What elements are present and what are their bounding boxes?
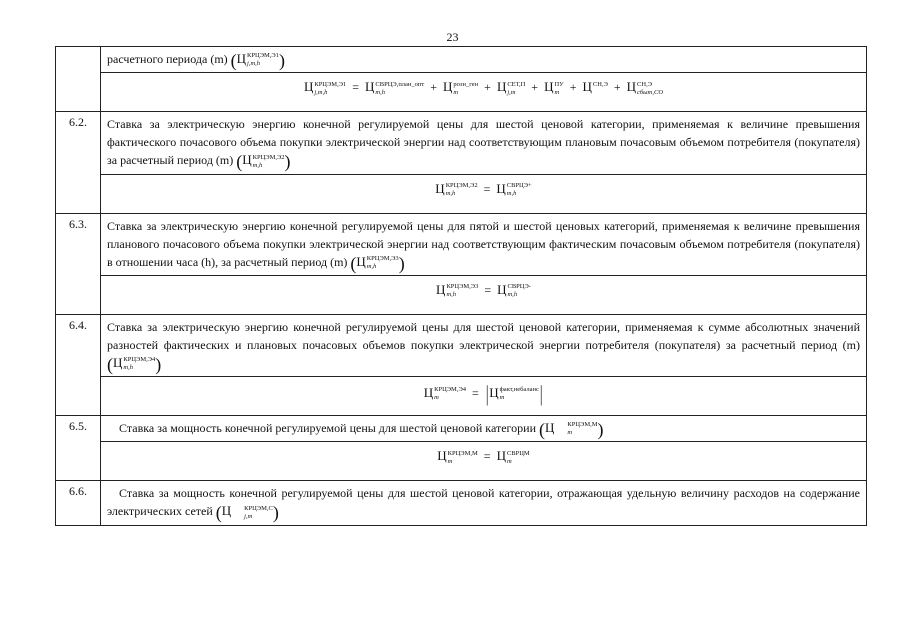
- table-row: [56, 416, 867, 442]
- description-text: Ставка за мощность конечной регулируемой цены для шестой ценовой категории: [119, 421, 536, 435]
- table-row: [56, 112, 867, 174]
- formula-cell: Ц КРЦЭМ,Э3 m,h = Ц СВРЦЭ- m,h: [101, 275, 867, 314]
- formula-cell: Ц КРЦЭМ,М m = Ц СВРЦМ m: [101, 442, 867, 481]
- row-description: [101, 112, 867, 174]
- description-text: расчетного периода (m): [107, 52, 228, 66]
- description-text: Ставка за мощность конечной регулируемой цены для шестой ценовой категории, отражающая удельную величину расходов на содержание электрических сетей: [107, 486, 860, 519]
- symbol: (Ц КРЦЭМ,Э3 m,h ): [350, 252, 405, 273]
- description-text: Ставка за электрическую энергию конечной регулируемой цены для пятой и шестой ценовых категорий, применяемая к величине превышения планового почасового объема покупки электрической энергии над соответствующим фактическим почасовым объемом потребителя (покупателя) в отношении часа (h), за расчетный период (m): [107, 218, 860, 269]
- row-number: 6.6.: [56, 481, 101, 525]
- symbol: (Ц КРЦЭМ,Э2 m,h ): [236, 151, 291, 172]
- symbol: (Ц КРЦЭМ,С j,m ): [215, 502, 279, 523]
- table-row: [56, 377, 867, 416]
- row-number: 6.4.: [56, 314, 101, 415]
- table-row: [56, 47, 867, 73]
- row-description: [101, 213, 867, 275]
- row-number: 6.3.: [56, 213, 101, 314]
- row-number: 6.5.: [56, 416, 101, 481]
- table-row: [56, 275, 867, 314]
- tariff-table: [55, 46, 867, 526]
- table-row: [56, 73, 867, 112]
- description-text: Ставка за электрическую энергию конечной регулируемой цены для шестой ценовой категории, применяемая к величине превышения фактического почасового объема покупки электрической энергии над соответствующим плановым почасовым объемом потребителя (покупателя) за расчетный период (m): [107, 117, 860, 168]
- row-description: [101, 481, 867, 525]
- description-text: Ставка за электрическую энергию конечной регулируемой цены для шестой ценовой категории, применяемая к сумме абсолютных значений разностей фактических и плановых почасовых объемов покупки электрической энергии потребителя (покупателя) за расчетный период (m): [107, 319, 860, 352]
- row-description: [101, 416, 867, 442]
- row-number-cell: [56, 47, 101, 112]
- table-row: [56, 442, 867, 481]
- symbol: (Ц КРЦЭМ,Э1 j,m,h ): [230, 50, 285, 71]
- formula-cell: Ц КРЦЭМ,Э2 m,h = Ц СВРЦЭ+ m,h: [101, 174, 867, 213]
- row-description: [101, 47, 867, 73]
- table-row: [56, 314, 867, 376]
- row-number: 6.2.: [56, 112, 101, 213]
- page-number: 23: [446, 30, 459, 44]
- table-row: [56, 481, 867, 525]
- table-row: [56, 174, 867, 213]
- row-description: [101, 314, 867, 376]
- formula-cell: Ц КРЦЭМ,Э1 j,m,h = Ц СВРЦЭ,план_опт m,h + Ц розн_ген m + Ц СЕТ,П j,m + Ц ПУ m + Ц СН,Э + Ц СН,Э сбыт,СО: [101, 73, 867, 112]
- symbol: (Ц КРЦЭМ,Э4 m,h ): [107, 354, 162, 374]
- formula-cell: Ц КРЦЭМ,Э4 m = |Ц факт,небаланс m |: [101, 377, 867, 416]
- symbol: (Ц КРЦЭМ,М m ): [539, 419, 604, 440]
- table-row: [56, 213, 867, 275]
